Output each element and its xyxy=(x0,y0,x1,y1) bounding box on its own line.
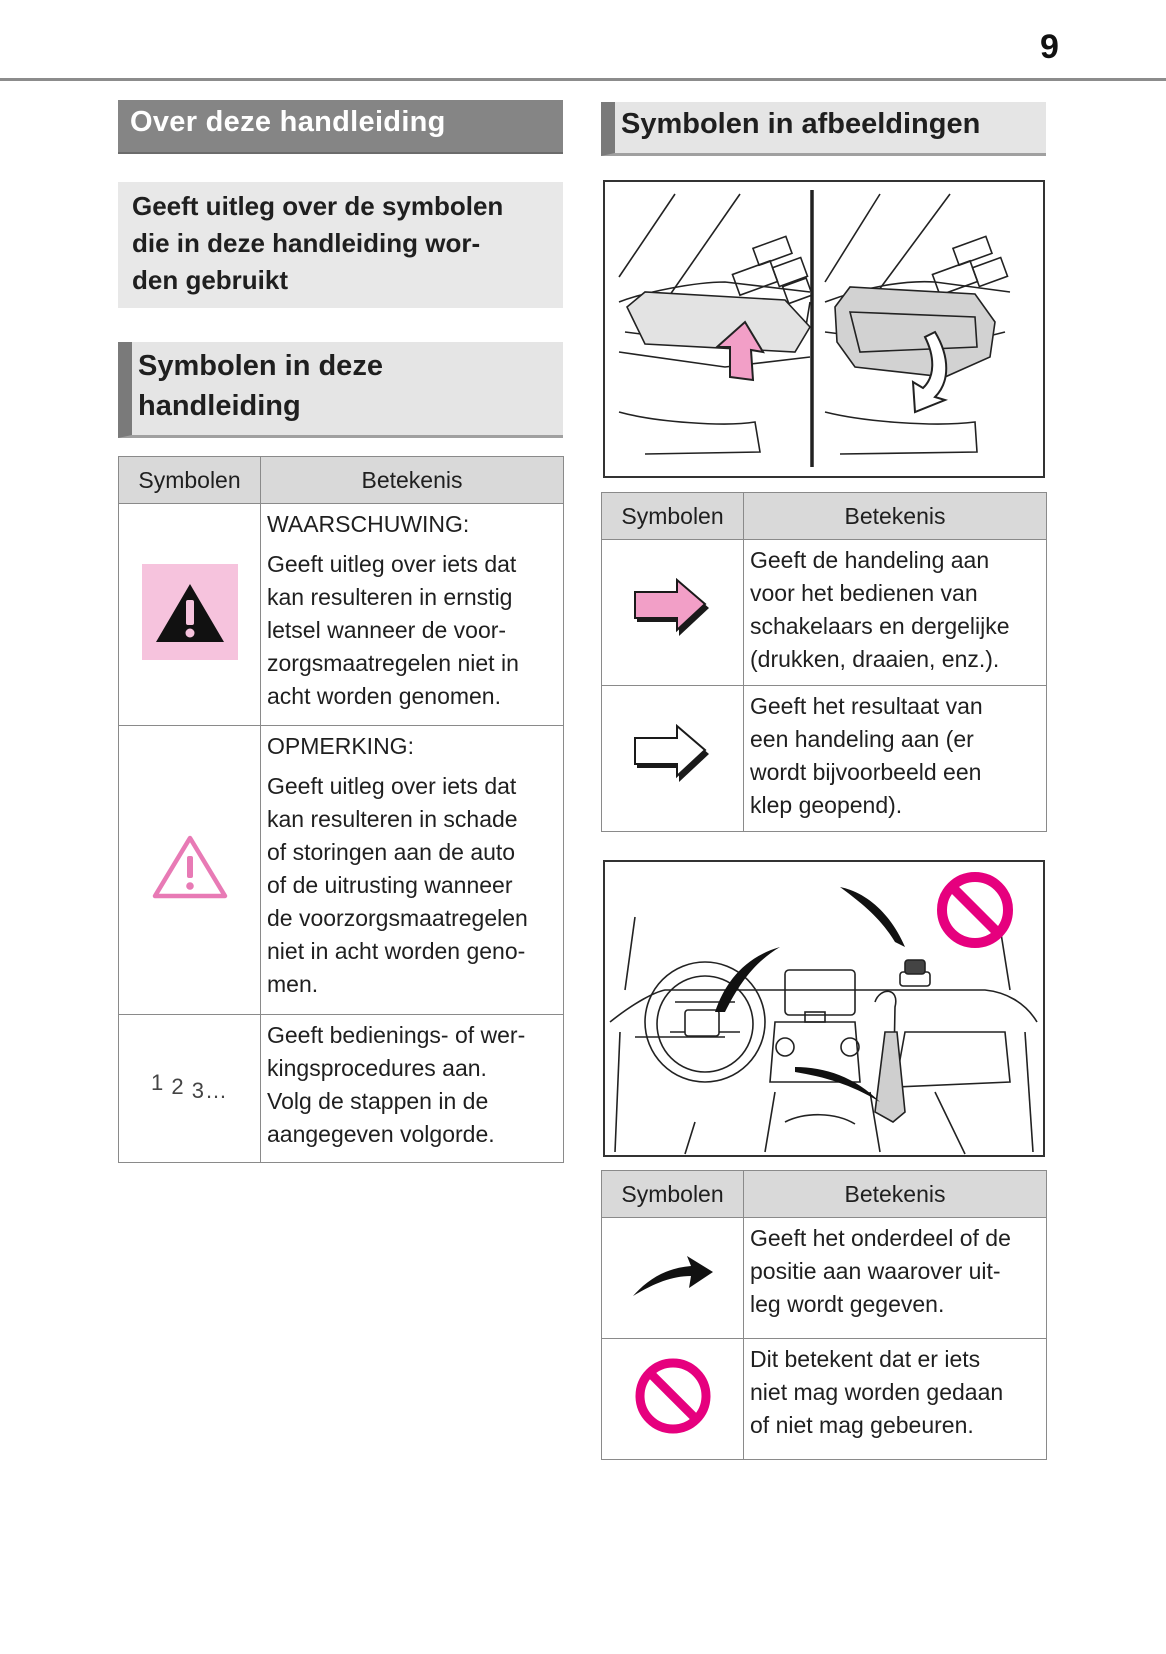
meaning-line: wordt bijvoorbeeld een xyxy=(750,759,982,785)
meaning-line: letsel wanneer de voor- xyxy=(267,617,507,643)
meaning-cell xyxy=(744,686,1047,832)
table-row xyxy=(602,1339,1047,1460)
subsection-title xyxy=(118,342,563,438)
table-row xyxy=(602,540,1047,686)
meaning-line: Volg de stappen in de xyxy=(267,1088,489,1114)
dashboard-illustration xyxy=(603,860,1045,1157)
column-header-meaning: Betekenis xyxy=(261,457,564,504)
meaning-cell xyxy=(744,1218,1047,1339)
prohibited-icon xyxy=(942,877,1008,943)
meaning-line: niet mag worden gedaan xyxy=(750,1379,1004,1405)
column-header-symbols: Symbolen xyxy=(602,1171,744,1218)
symbol-cell xyxy=(602,686,744,832)
subsection-title-line: Symbolen in deze xyxy=(138,350,383,382)
result-outline-arrow-icon xyxy=(633,724,713,788)
pointer-arrow-icon xyxy=(795,1067,880,1102)
column-header-meaning: Betekenis xyxy=(744,1171,1047,1218)
notice-title: OPMERKING: xyxy=(267,733,414,759)
symbols-table xyxy=(118,456,564,1163)
meaning-cell xyxy=(261,504,564,726)
meaning-line: of de uitrusting wanneer xyxy=(267,872,513,898)
symbol-cell xyxy=(119,504,261,726)
meaning-line: kan resulteren in ernstig xyxy=(267,584,513,610)
intro-line: Geeft uitleg over de symbolen xyxy=(132,191,504,221)
meaning-cell xyxy=(261,726,564,1015)
table-row xyxy=(119,504,564,726)
intro-line: die in deze handleiding wor- xyxy=(132,228,481,258)
meaning-cell xyxy=(261,1015,564,1163)
pointer-arrow-icon xyxy=(840,887,905,947)
table-row xyxy=(119,1015,564,1163)
column-header-symbols: Symbolen xyxy=(119,457,261,504)
caution-outline-icon xyxy=(152,834,228,900)
meaning-line: acht worden genomen. xyxy=(267,683,501,709)
meaning-cell xyxy=(744,540,1047,686)
meaning-line: leg wordt gegeven. xyxy=(750,1291,945,1317)
meaning-line: klep geopend). xyxy=(750,792,903,818)
subsection-title-line: handleiding xyxy=(138,390,301,422)
header-rule xyxy=(0,78,1166,81)
meaning-line: Geeft het onderdeel of de xyxy=(750,1225,1011,1251)
column-header-symbols: Symbolen xyxy=(602,493,744,540)
section-title-right: Symbolen in afbeeldingen xyxy=(601,102,1046,156)
symbol-cell xyxy=(119,726,261,1015)
table-row xyxy=(602,686,1047,832)
meaning-line: of niet mag gebeuren. xyxy=(750,1412,974,1438)
meaning-line: men. xyxy=(267,971,319,997)
steps-icon: 1 2 3… xyxy=(151,1070,228,1103)
meaning-line: schakelaars en dergelijke xyxy=(750,613,1010,639)
console-illustration-svg xyxy=(605,182,1043,476)
meaning-line: (drukken, draaien, enz.). xyxy=(750,646,1000,672)
column-header-meaning: Betekenis xyxy=(744,493,1047,540)
dashboard-illustration-svg xyxy=(605,862,1043,1155)
symbol-cell xyxy=(602,1218,744,1339)
symbols-table xyxy=(601,492,1047,832)
meaning-line: positie aan waarover uit- xyxy=(750,1258,1001,1284)
meaning-line: aangegeven volgorde. xyxy=(267,1121,495,1147)
meaning-line: kingsprocedures aan. xyxy=(267,1055,487,1081)
prohibited-icon xyxy=(633,1356,713,1436)
meaning-line: Geeft de handeling aan xyxy=(750,547,990,573)
warning-filled-icon xyxy=(142,564,238,660)
symbol-cell xyxy=(602,540,744,686)
symbol-cell xyxy=(602,1339,744,1460)
sunvisor-console-illustration xyxy=(603,180,1045,478)
meaning-line: Geeft uitleg over iets dat xyxy=(267,773,517,799)
meaning-line: kan resulteren in schade xyxy=(267,806,518,832)
table-row xyxy=(119,726,564,1015)
symbols-table xyxy=(601,1170,1047,1460)
page-number: 9 xyxy=(1040,28,1059,66)
meaning-cell xyxy=(744,1339,1047,1460)
meaning-line: de voorzorgsmaatregelen xyxy=(267,905,528,931)
meaning-line: niet in acht worden geno- xyxy=(267,938,526,964)
warning-title: WAARSCHUWING: xyxy=(267,511,470,537)
intro-box xyxy=(118,182,563,308)
meaning-line: Dit betekent dat er iets xyxy=(750,1346,981,1372)
section-title: Over deze handleiding xyxy=(118,100,563,154)
meaning-line: een handeling aan (er xyxy=(750,726,974,752)
meaning-line: Geeft bedienings- of wer- xyxy=(267,1022,526,1048)
pointer-arrow-icon xyxy=(631,1250,715,1300)
symbol-cell xyxy=(119,1015,261,1163)
table-row xyxy=(602,1218,1047,1339)
meaning-line: voor het bedienen van xyxy=(750,580,978,606)
meaning-line: zorgsmaatregelen niet in xyxy=(267,650,519,676)
pink-action-arrow-icon xyxy=(633,578,713,642)
meaning-line: of storingen aan de auto xyxy=(267,839,516,865)
meaning-line: Geeft uitleg over iets dat xyxy=(267,551,517,577)
intro-line: den gebruikt xyxy=(132,265,289,295)
meaning-line: Geeft het resultaat van xyxy=(750,693,983,719)
